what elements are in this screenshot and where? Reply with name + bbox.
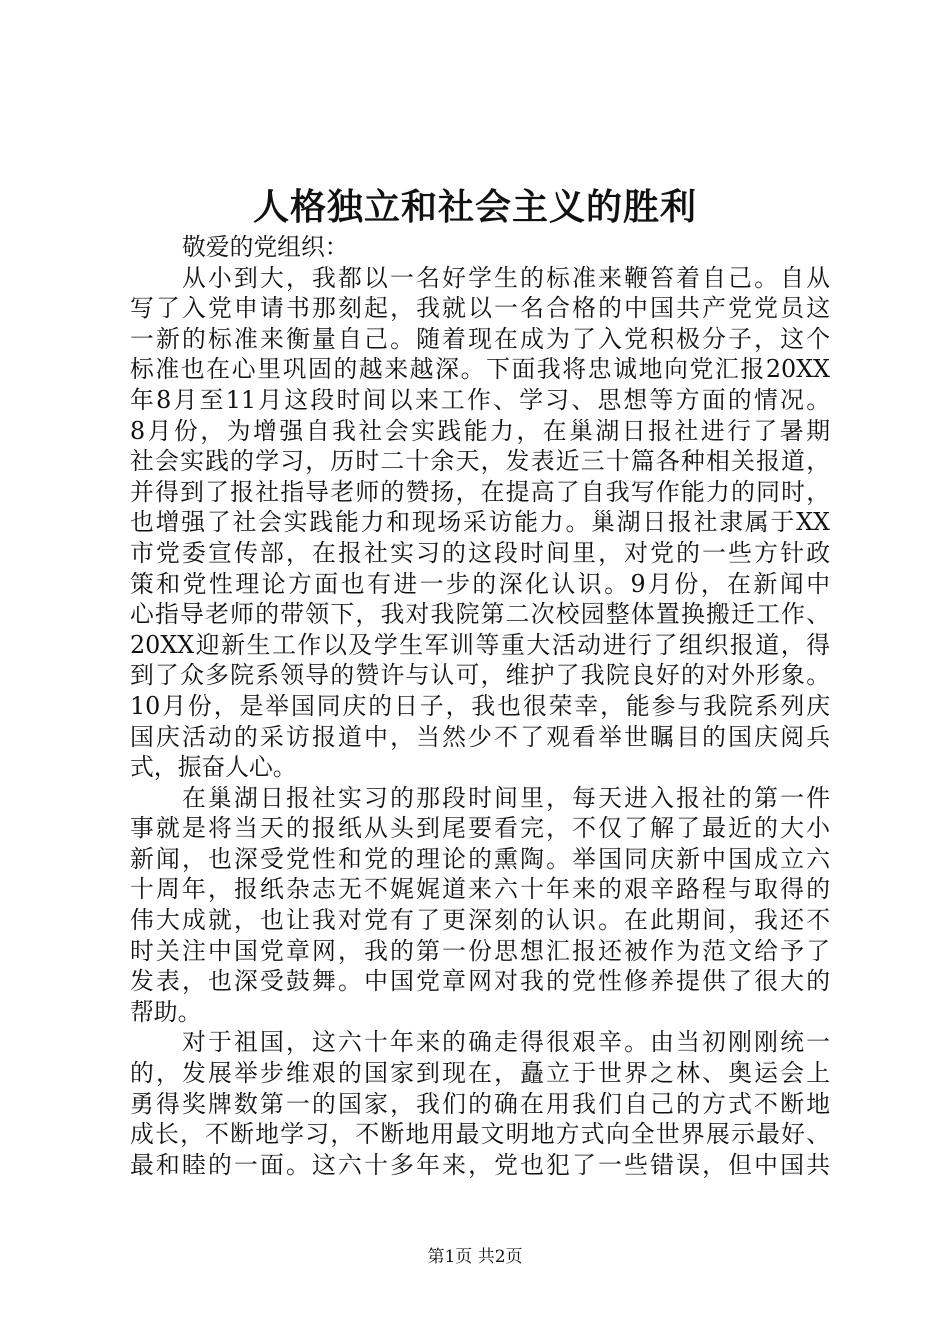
paragraph-line: 勇得奖牌数第一的国家，我们的确在用我们自己的方式不断地 [130, 1089, 830, 1118]
paragraph-line: 市党委宣传部，在报社实习的这段时间里，对党的一些方针政 [130, 538, 830, 567]
paragraph-line: 的，发展举步维艰的国家到现在，矗立于世界之林、奥运会上 [130, 1059, 830, 1088]
paragraph-line: 在巢湖日报社实习的那段时间里，每天进入报社的第一件 [182, 783, 830, 812]
paragraph-line: 伟大成就，也让我对党有了更深刻的认识。在此期间，我还不 [130, 906, 830, 935]
paragraph-line: 成长，不断地学习，不断地用最文明地方式向全世界展示最好、 [130, 1120, 830, 1149]
paragraph-line: 策和党性理论方面也有进一步的深化认识。9月份，在新闻中 [130, 569, 830, 598]
paragraph-1 [130, 263, 830, 783]
paragraph-line: 写了入党申请书那刻起，我就以一名合格的中国共产党党员这 [130, 294, 830, 323]
paragraph-line: 社会实践的学习，历时二十余天，发表近三十篇各种相关报道， [130, 447, 830, 476]
paragraph-line: 从小到大，我都以一名好学生的标准来鞭笞着自己。自从 [182, 263, 830, 292]
paragraph-line: 也增强了社会实践能力和现场采访能力。巢湖日报社隶属于XX [130, 508, 830, 537]
paragraph-line: 国庆活动的采访报道中，当然少不了观看举世瞩目的国庆阅兵 [130, 722, 830, 751]
paragraph-line: 年8月至11月这段时间以来工作、学习、思想等方面的情况。 [130, 385, 830, 414]
paragraph-line: 8月份，为增强自我社会实践能力，在巢湖日报社进行了暑期 [130, 416, 830, 445]
paragraph-line: 十周年，报纸杂志无不娓娓道来六十年来的艰辛路程与取得的 [130, 875, 830, 904]
paragraph-line: 标准也在心里巩固的越来越深。下面我将忠诚地向党汇报20XX [130, 355, 830, 384]
paragraph-line: 式，振奋人心。 [130, 753, 297, 782]
paragraph-line: 一新的标准来衡量自己。随着现在成为了入党积极分子，这个 [130, 324, 830, 353]
paragraph-2 [130, 783, 830, 1028]
paragraph-line: 并得到了报社指导老师的赞扬，在提高了自我写作能力的同时， [130, 477, 830, 506]
paragraph-line: 心指导老师的带领下，我对我院第二次校园整体置换搬迁工作、 [130, 600, 830, 629]
paragraph-line: 最和睦的一面。这六十多年来，党也犯了一些错误，但中国共 [130, 1150, 830, 1179]
paragraph-line: 对于祖国，这六十年来的确走得很艰辛。由当初刚刚统一 [182, 1028, 830, 1057]
paragraph-line: 到了众多院系领导的赞许与认可，维护了我院良好的对外形象。 [130, 661, 830, 690]
paragraph-line: 10月份，是举国同庆的日子，我也很荣幸，能参与我院系列庆 [130, 691, 830, 720]
paragraph-3 [130, 1027, 830, 1180]
paragraph-line: 发表，也深受鼓舞。中国党章网对我的党性修养提供了很大的 [130, 967, 830, 996]
paragraph-line: 帮助。 [130, 997, 202, 1026]
paragraph-line: 20XX迎新生工作以及学生军训等重大活动进行了组织报道，得 [130, 630, 830, 659]
salutation: 敬爱的党组织： [182, 233, 349, 261]
paragraph-line: 事就是将当天的报纸从头到尾要看完，不仅了解了最近的大小 [130, 814, 830, 843]
document-title: 人格独立和社会主义的胜利 [252, 186, 697, 228]
paragraph-line: 新闻，也深受党性和党的理论的熏陶。举国同庆新中国成立六 [130, 844, 830, 873]
page-footer: 第1页 共2页 [427, 1247, 523, 1267]
document-body [130, 232, 830, 1180]
paragraph-line: 时关注中国党章网，我的第一份思想汇报还被作为范文给予了 [130, 936, 830, 965]
